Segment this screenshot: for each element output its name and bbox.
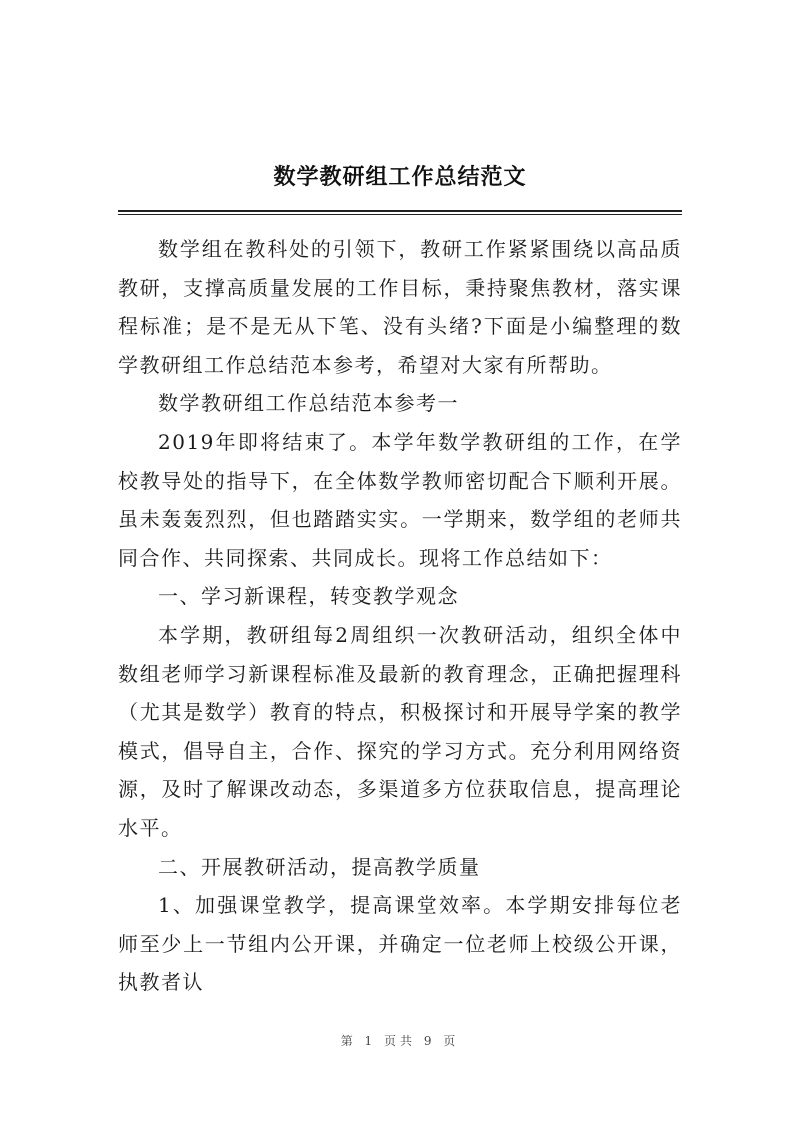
subsection-heading: 一、学习新课程，转变教学观念	[158, 584, 459, 609]
body-paragraph: 1、加强课堂教学，提高课堂效率。本学期安排每位老师至少上一节组内公开课，并确定一位老师上校级公开课，执教者认	[118, 893, 682, 995]
subsection-heading: 二、开展教研活动，提高教学质量	[158, 854, 481, 879]
title-divider-thick	[118, 210, 682, 212]
body-paragraph: 本学期，教研组每2周组织一次教研活动，组织全体中数组老师学习新课程标准及最新的教育理念，正确把握理科（尤其是数学）教育的特点，积极探讨和开展导学案的教学模式，倡导自主，合作、探究的学习方式。充分利用网络资源，及时了解课改动态，多渠道多方位获取信息，提高理论水平。	[118, 622, 682, 840]
document-title: 数学教研组工作总结范文	[273, 164, 527, 190]
body-paragraph: 2019年即将结束了。本学年数学教研组的工作，在学校教导处的指导下，在全体数学教师密切配合下顺利开展。虽未轰轰烈烈，但也踏踏实实。一学期来，数学组的老师共同合作、共同探索、共同成长。现将工作总结如下：	[118, 429, 682, 570]
intro-paragraph: 数学组在教科处的引领下，教研工作紧紧围绕以高品质教研，支撑高质量发展的工作目标，秉持聚焦教材，落实课程标准；是不是无从下笔、没有头绪?下面是小编整理的数学教研组工作总结范本参考，希望对大家有所帮助。	[118, 237, 682, 377]
page-footer: 第 1 页共 9 页	[340, 1034, 460, 1048]
section-heading: 数学教研组工作总结范本参考一	[158, 391, 459, 416]
title-divider-thin	[118, 214, 682, 215]
document-body	[118, 230, 682, 1002]
